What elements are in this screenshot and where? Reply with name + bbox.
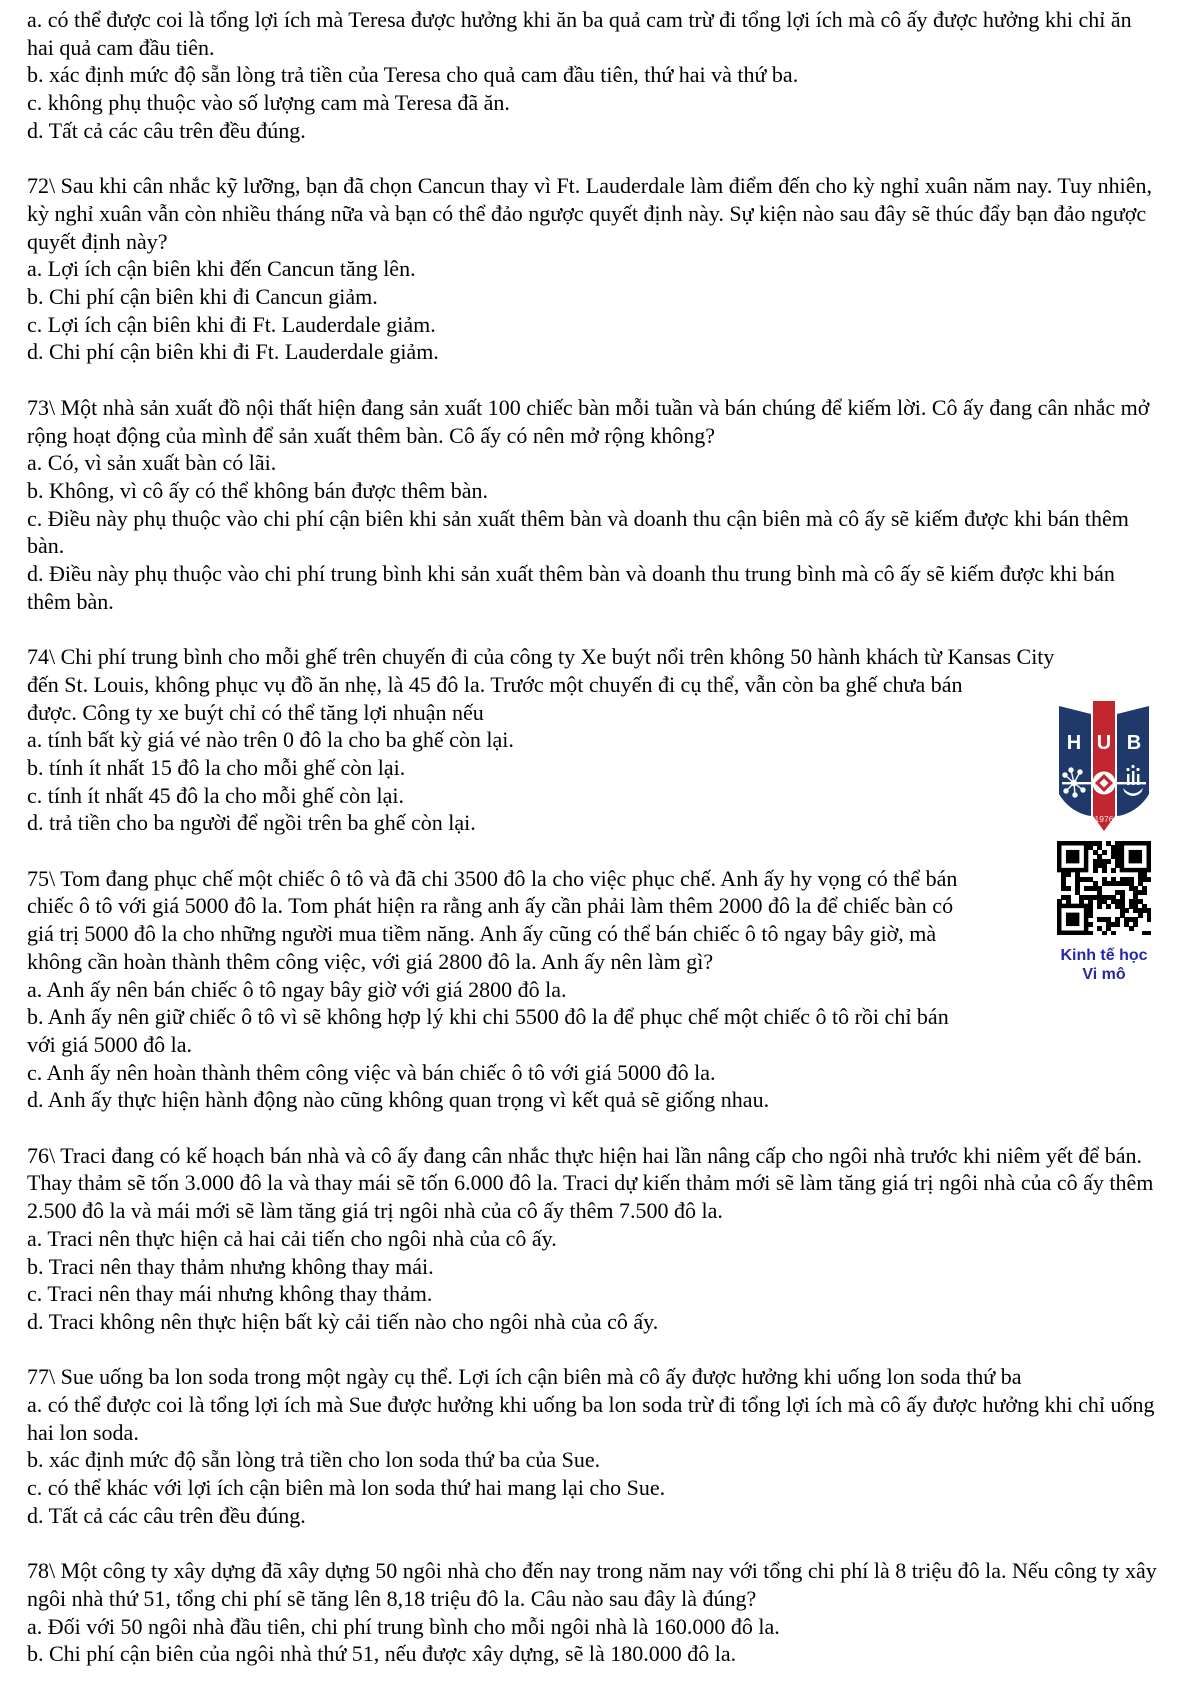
qr-caption-line1: Kinh tế học bbox=[1060, 946, 1148, 964]
answer-option: b. xác định mức độ sẵn lòng trả tiền cho lon soda thứ ba của Sue. bbox=[27, 1447, 601, 1473]
question-stem: 75\ Tom đang phục chế một chiếc ô tô và đã chi 3500 đô la cho việc phục chế. Anh ấy hy vọng có thể bán chiếc ô tô với giá 5000 đô la. Tom phát hiện ra rằng anh ấy cần phải làm thêm 2000 đô la để chiếc bàn có giá trị 5000 đô la cho những người mua tiềm năng. Anh ấy cũng có thể bán chiếc ô tô ngay bây giờ, mà không cần hoàn thành thêm công việc, với giá 2800 đô la. Anh ấy nên làm gì? bbox=[27, 865, 958, 974]
question-stem: 74\ Chi phí trung bình cho mỗi ghế trên chuyến đi của công ty Xe buýt nổi trên không 50 hành khách từ Kansas City bbox=[27, 644, 1055, 670]
logo-year: 1976 bbox=[1094, 813, 1114, 824]
answer-option: d. Traci không nên thực hiện bất kỳ cải tiến nào cho ngôi nhà của cô ấy. bbox=[27, 1308, 659, 1334]
question-stem: 77\ Sue uống ba lon soda trong một ngày cụ thể. Lợi ích cận biên mà cô ấy được hưởng khi uống lon soda thứ ba bbox=[27, 1364, 1022, 1390]
answer-option: b. tính ít nhất 15 đô la cho mỗi ghế còn lại. bbox=[27, 754, 406, 780]
question-stem: 73\ Một nhà sản xuất đồ nội thất hiện đang sản xuất 100 chiếc bàn mỗi tuần và bán chúng để kiếm lời. Cô ấy đang cân nhắc mở rộng hoạt động của mình để sản xuất thêm bàn. Cô ấy có nên mở rộng không? bbox=[27, 394, 1150, 448]
answer-option: c. Anh ấy nên hoàn thành thêm công việc và bán chiếc ô tô với giá 5000 đô la. bbox=[27, 1059, 716, 1085]
question-stem: 72\ Sau khi cân nhắc kỹ lưỡng, bạn đã chọn Cancun thay vì Ft. Lauderdale làm điểm đến cho kỳ nghỉ xuân năm nay. Tuy nhiên, kỳ nghỉ xuân vẫn còn nhiều tháng nữa và bạn có thể đảo ngược quyết định này. Sự kiện nào sau đây sẽ thúc đẩy bạn đảo ngược quyết định này? bbox=[27, 173, 1152, 254]
answer-option: a. Đối với 50 ngôi nhà đầu tiên, chi phí trung bình cho mỗi ngôi nhà là 160.000 đô la. bbox=[27, 1613, 780, 1639]
answer-option: c. Traci nên thay mái nhưng không thay thảm. bbox=[27, 1281, 433, 1307]
answer-option: d. trả tiền cho ba người để ngồi trên ba ghế còn lại. bbox=[27, 810, 476, 836]
answer-option: b. Chi phí cận biên khi đi Cancun giảm. bbox=[27, 284, 378, 310]
question-stem: đến St. Louis, không phục vụ đồ ăn nhẹ, là 45 đô la. Trước một chuyến đi cụ thể, vẫn còn ba ghế chưa bán được. Công ty xe buýt chỉ có thể tăng lợi nhuận nếu bbox=[27, 671, 963, 725]
logo-coin-icon bbox=[1093, 771, 1116, 794]
answer-option: a. có thể được coi là tổng lợi ích mà Teresa được hưởng khi ăn ba quả cam trừ đi tổng lợi ích mà cô ấy được hưởng khi chỉ ăn hai quả cam đầu tiên. bbox=[27, 7, 1132, 60]
answer-option: d. Điều này phụ thuộc vào chi phí trung bình khi sản xuất thêm bàn và doanh thu trung bình mà cô ấy sẽ kiếm được khi bán thêm bàn. bbox=[27, 561, 1115, 614]
question-stem: 76\ Traci đang có kế hoạch bán nhà và cô ấy đang cân nhắc thực hiện hai lần nâng cấp cho ngôi nhà trước khi niêm yết để bán. Thay thảm sẽ tốn 3.000 đô la và thay mái sẽ tốn 6.000 đô la. Traci dự kiến thảm mới sẽ làm tăng giá trị ngôi nhà của cô ấy thêm 2.500 đô la và mái mới sẽ làm tăng giá trị ngôi nhà của cô ấy thêm 7.500 đô la. bbox=[27, 1142, 1154, 1224]
media-column bbox=[1047, 698, 1161, 984]
questions-list bbox=[27, 6, 1163, 1668]
logo-right-panel bbox=[1117, 706, 1149, 816]
question-block-76 bbox=[27, 1142, 1163, 1336]
qr-caption-line2: Vi mô bbox=[1082, 965, 1126, 983]
answer-option: a. Traci nên thực hiện cả hai cải tiến cho ngôi nhà của cô ấy. bbox=[27, 1225, 557, 1251]
answer-option: b. Anh ấy nên giữ chiếc ô tô vì sẽ không hợp lý khi chi 5500 đô la để phục chế một chiếc ô tô rồi chỉ bán với giá 5000 đô la. bbox=[27, 1004, 949, 1057]
answer-option: c. Điều này phụ thuộc vào chi phí cận biên khi sản xuất thêm bàn và doanh thu cận biên mà cô ấy sẽ kiếm được khi bán thêm bàn. bbox=[27, 505, 1129, 559]
question-block-continuation bbox=[27, 6, 1163, 145]
qr-code bbox=[1057, 841, 1151, 935]
answer-option: a. Anh ấy nên bán chiếc ô tô ngay bây giờ với giá 2800 đô la. bbox=[27, 976, 567, 1002]
answer-option: a. Có, vì sản xuất bàn có lãi. bbox=[27, 450, 277, 476]
question-stem: 78\ Một công ty xây dựng đã xây dựng 50 ngôi nhà cho đến nay trong năm nay với tổng chi phí là 8 triệu đô la. Nếu công ty xây ngôi nhà thứ 51, tổng chi phí sẽ tăng lên 8,18 triệu đô la. Câu nào sau đây là đúng? bbox=[27, 1558, 1157, 1611]
answer-option: c. Lợi ích cận biên khi đi Ft. Lauderdale giảm. bbox=[27, 311, 436, 337]
answer-option: d. Tất cả các câu trên đều đúng. bbox=[27, 117, 306, 143]
answer-option: a. tính bất kỳ giá vé nào trên 0 đô la cho ba ghế còn lại. bbox=[27, 727, 514, 753]
answer-option: a. Lợi ích cận biên khi đến Cancun tăng lên. bbox=[27, 256, 416, 282]
question-block-77 bbox=[27, 1363, 1163, 1529]
logo-letter-u: U bbox=[1096, 731, 1112, 754]
question-block-73 bbox=[27, 394, 1163, 616]
logo-letter-h: H bbox=[1066, 731, 1082, 754]
answer-option: b. Traci nên thay thảm nhưng không thay mái. bbox=[27, 1253, 434, 1279]
question-block-72 bbox=[27, 172, 1163, 366]
answer-option: a. có thể được coi là tổng lợi ích mà Sue được hưởng khi uống ba lon soda trừ đi tổng lợi ích mà cô ấy được hưởng khi chỉ uống hai lon soda. bbox=[27, 1392, 1155, 1445]
answer-option: d. Chi phí cận biên khi đi Ft. Lauderdale giảm. bbox=[27, 339, 439, 365]
answer-option: b. xác định mức độ sẵn lòng trả tiền của Teresa cho quả cam đầu tiên, thứ hai và thứ ba. bbox=[27, 62, 799, 88]
logo-letter-b: B bbox=[1126, 731, 1142, 754]
answer-option: c. tính ít nhất 45 đô la cho mỗi ghế còn lại. bbox=[27, 782, 404, 808]
answer-option: c. có thể khác với lợi ích cận biên mà lon soda thứ hai mang lại cho Sue. bbox=[27, 1475, 666, 1501]
answer-option: b. Không, vì cô ấy có thể không bán được thêm bàn. bbox=[27, 477, 489, 503]
logo-center-ribbon bbox=[1093, 701, 1115, 831]
logo-left-panel bbox=[1059, 706, 1091, 816]
answer-option: d. Tất cả các câu trên đều đúng. bbox=[27, 1502, 306, 1528]
answer-option: c. không phụ thuộc vào số lượng cam mà Teresa đã ăn. bbox=[27, 90, 510, 116]
logo-qr-block bbox=[973, 671, 1163, 1033]
answer-option: d. Anh ấy thực hiện hành động nào cũng không quan trọng vì kết quả sẽ giống nhau. bbox=[27, 1087, 770, 1113]
hub-university-logo bbox=[1057, 698, 1151, 833]
qr-caption bbox=[1047, 946, 1161, 984]
answer-option: b. Chi phí cận biên của ngôi nhà thứ 51, nếu được xây dựng, sẽ là 180.000 đô la. bbox=[27, 1641, 737, 1667]
question-block-78 bbox=[27, 1557, 1163, 1668]
